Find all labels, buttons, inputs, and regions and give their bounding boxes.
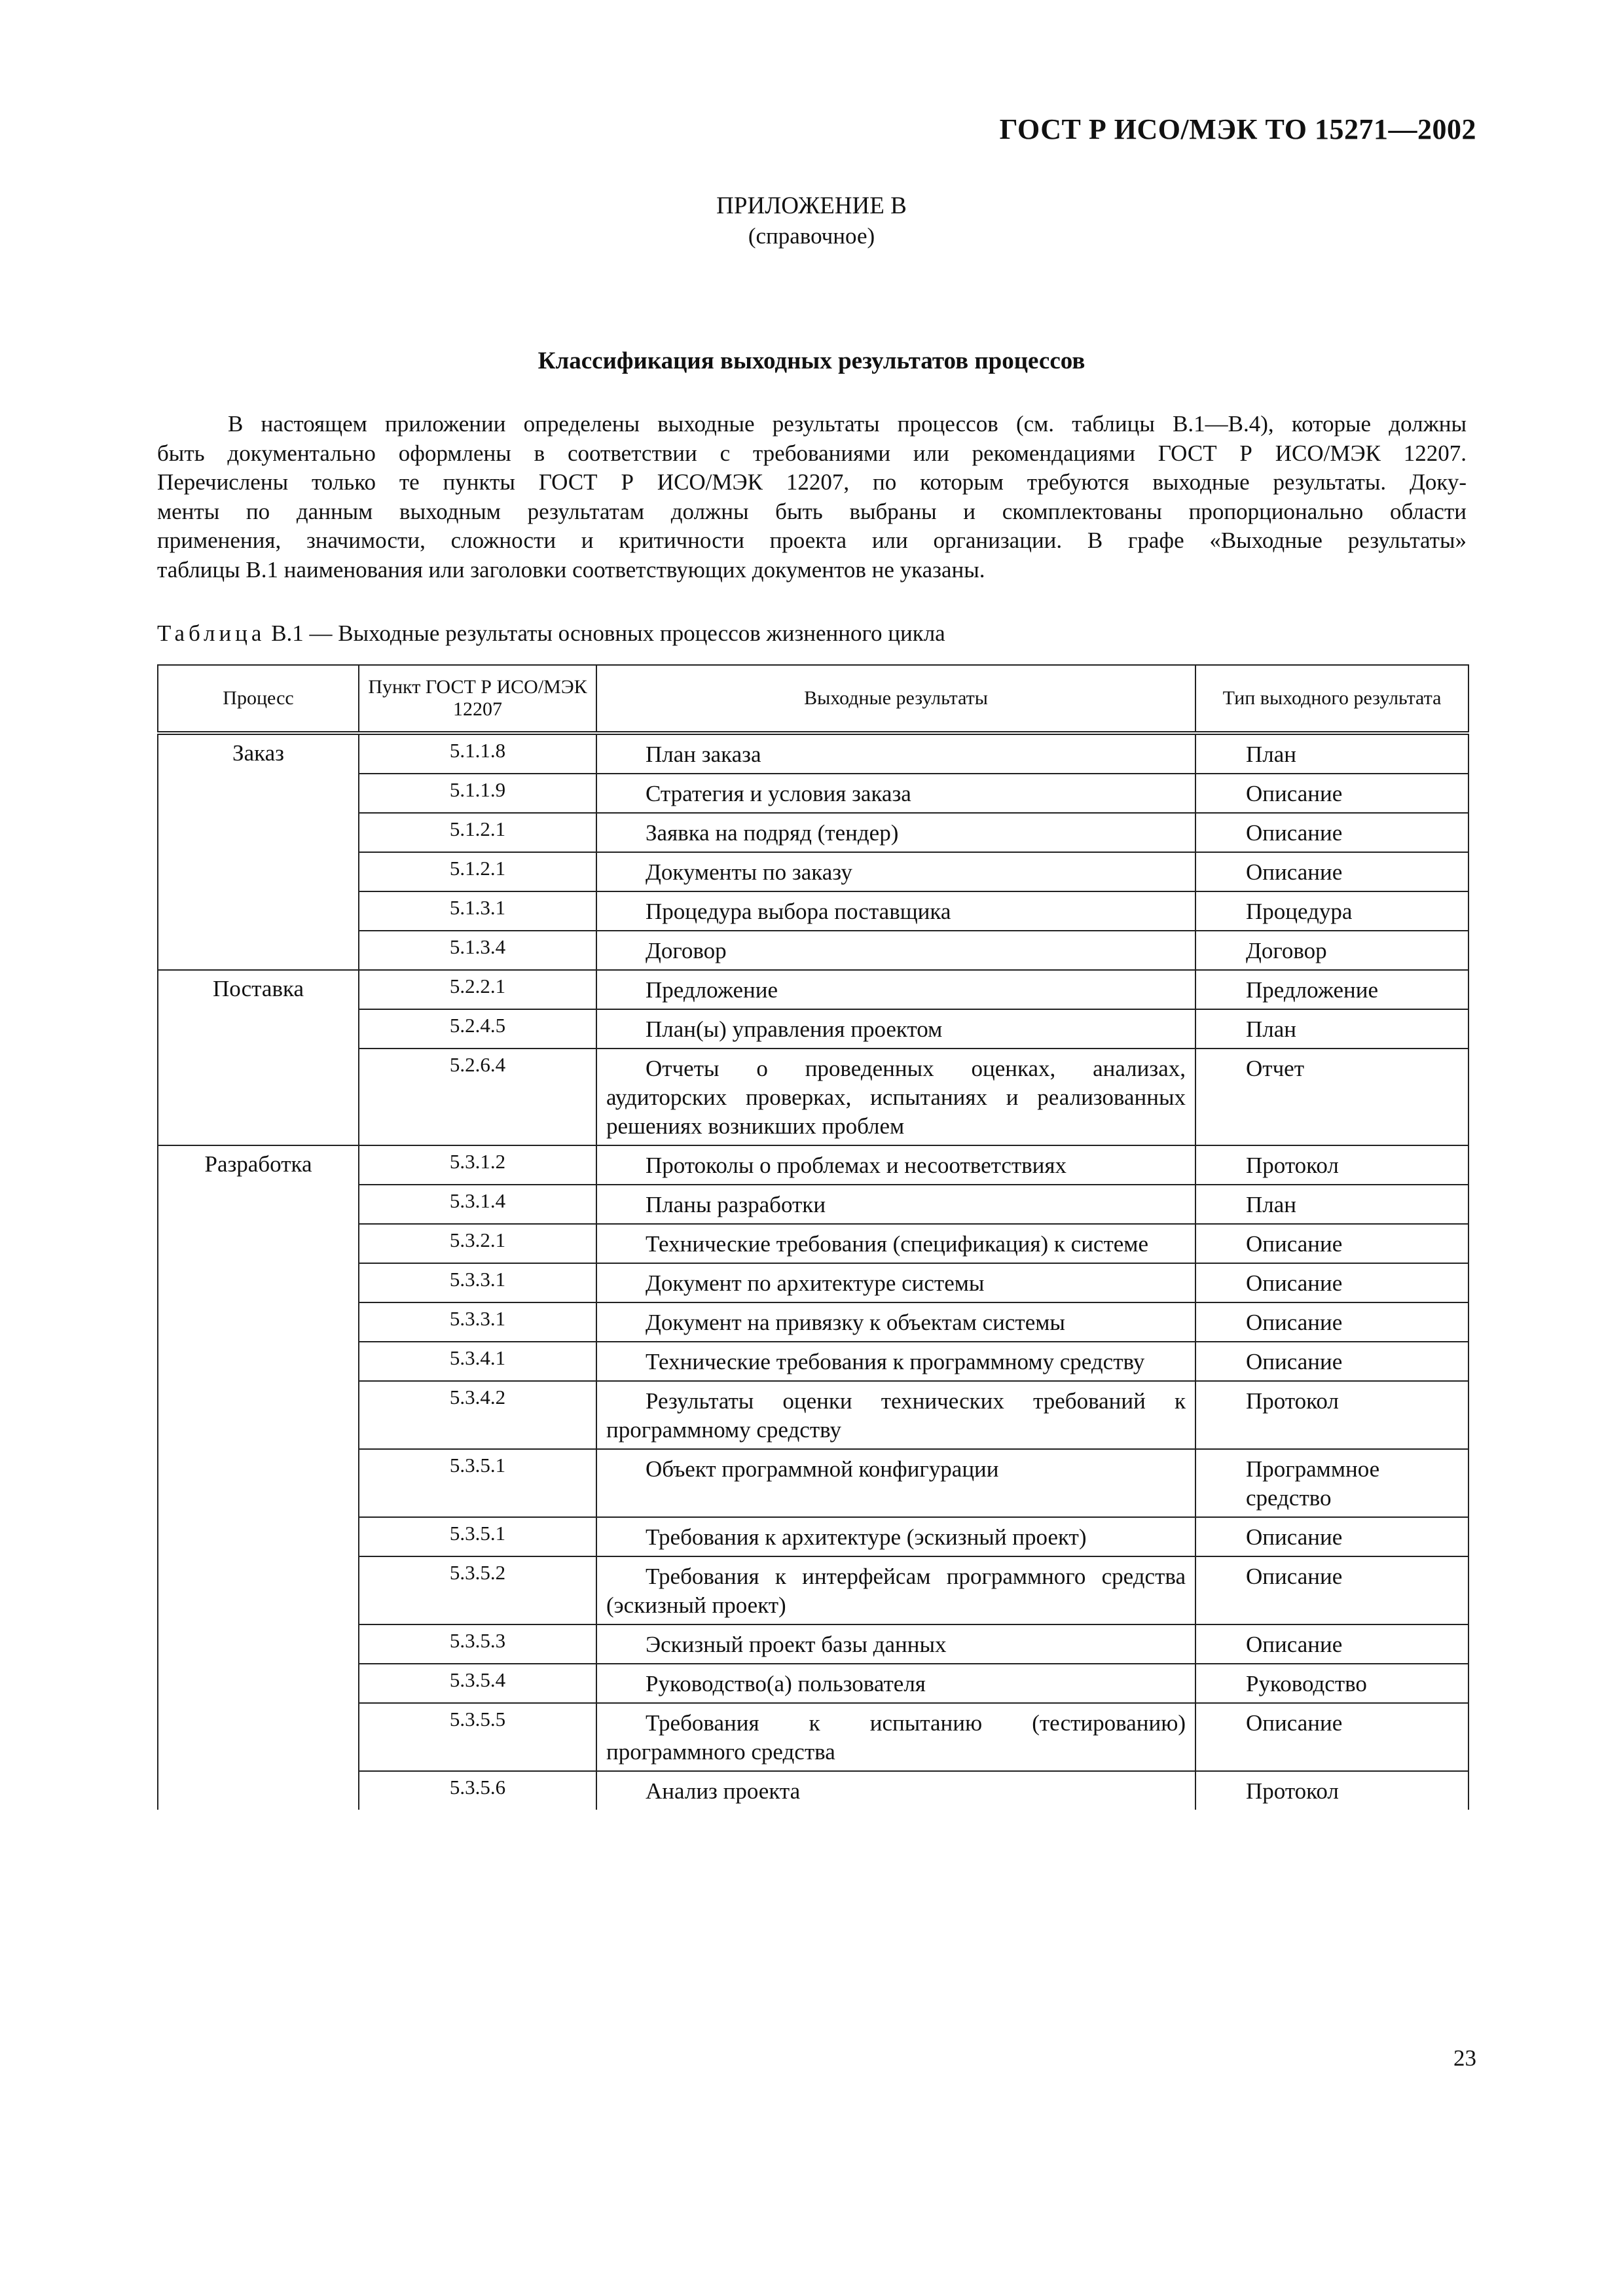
table-row xyxy=(158,1009,1468,1049)
cell-output-type: Руководство xyxy=(1195,1664,1468,1703)
cell-process xyxy=(158,1009,359,1049)
cell-clause: 5.2.4.5 xyxy=(359,1009,596,1049)
table-row xyxy=(158,1624,1468,1664)
cell-process xyxy=(158,774,359,813)
intro-line: таблицы В.1 наименования или заголовки соответствующих документов не указаны. xyxy=(157,556,985,583)
cell-clause: 5.1.3.1 xyxy=(359,891,596,931)
table-row xyxy=(158,1449,1468,1517)
cell-process xyxy=(158,1381,359,1449)
cell-clause: 5.3.5.1 xyxy=(359,1517,596,1556)
table-row xyxy=(158,1145,1468,1185)
output-text: Технические требования к программному средству xyxy=(646,1349,1145,1374)
cell-output-type: Описание xyxy=(1195,1302,1468,1342)
output-text: Договор xyxy=(646,938,727,963)
cell-process xyxy=(158,1664,359,1703)
intro-line: быть документально оформлены в соответствии с требованиями или рекомендациями ГОСТ Р ИСО/МЭК 12207. xyxy=(157,440,1467,466)
intro-paragraph xyxy=(157,410,1467,584)
cell-clause: 5.2.2.1 xyxy=(359,970,596,1009)
table-header-row xyxy=(158,665,1468,733)
cell-output xyxy=(596,1009,1195,1049)
cell-output xyxy=(596,1517,1195,1556)
page-number: 23 xyxy=(1453,2045,1476,2071)
table-row xyxy=(158,1771,1468,1810)
cell-process xyxy=(158,1449,359,1517)
cell-output-type: Описание xyxy=(1195,1224,1468,1263)
cell-output xyxy=(596,1449,1195,1517)
output-text: Требования к архитектуре (эскизный проект) xyxy=(646,1524,1087,1550)
table-row xyxy=(158,931,1468,970)
cell-clause: 5.3.5.4 xyxy=(359,1664,596,1703)
cell-process xyxy=(158,1302,359,1342)
outputs-table xyxy=(157,664,1469,1810)
cell-process xyxy=(158,813,359,852)
cell-process xyxy=(158,1624,359,1664)
output-text: Эскизный проект базы данных xyxy=(646,1632,947,1657)
output-text: Результаты оценки технических требований к программному средству xyxy=(606,1388,1186,1443)
cell-output-type: Программное средство xyxy=(1195,1449,1468,1517)
cell-process xyxy=(158,1703,359,1771)
output-text: План заказа xyxy=(646,742,761,767)
cell-output xyxy=(596,970,1195,1009)
output-text: Заявка на подряд (тендер) xyxy=(646,820,899,846)
output-text: Требования к испытанию (тестированию) программного средства xyxy=(606,1710,1186,1765)
cell-clause: 5.1.1.9 xyxy=(359,774,596,813)
table-row xyxy=(158,733,1468,774)
table-row xyxy=(158,891,1468,931)
cell-clause: 5.1.3.4 xyxy=(359,931,596,970)
table-row xyxy=(158,774,1468,813)
header-clause: Пункт ГОСТ Р ИСО/МЭК 12207 xyxy=(359,665,596,733)
table-row xyxy=(158,1517,1468,1556)
section-title: Классификация выходных результатов процессов xyxy=(538,348,1085,374)
cell-process xyxy=(158,1342,359,1381)
table-row xyxy=(158,1703,1468,1771)
cell-output-type: Описание xyxy=(1195,1342,1468,1381)
intro-line: менты по данным выходным результатам должны быть выбраны и скомплектованы пропорционально области xyxy=(157,498,1467,524)
table-row xyxy=(158,1049,1468,1145)
cell-process xyxy=(158,1185,359,1224)
table-row xyxy=(158,1224,1468,1263)
cell-output-type: Договор xyxy=(1195,931,1468,970)
output-text: Процедура выбора поставщика xyxy=(646,899,951,924)
table-row xyxy=(158,1556,1468,1624)
cell-clause: 5.3.5.2 xyxy=(359,1556,596,1624)
table-body xyxy=(158,733,1468,1810)
output-text: Предложение xyxy=(646,977,778,1003)
output-text: Объект программной конфигурации xyxy=(646,1456,999,1482)
output-text: Протоколы о проблемах и несоответствиях xyxy=(646,1153,1067,1178)
cell-output-type: Описание xyxy=(1195,1263,1468,1302)
cell-output xyxy=(596,1302,1195,1342)
cell-output-type: Процедура xyxy=(1195,891,1468,931)
cell-output-type: Протокол xyxy=(1195,1771,1468,1810)
cell-output xyxy=(596,813,1195,852)
cell-output-type: План xyxy=(1195,1009,1468,1049)
cell-clause: 5.3.5.5 xyxy=(359,1703,596,1771)
header-output-type: Тип выходного результата xyxy=(1195,665,1468,733)
output-text: Технические требования (спецификация) к системе xyxy=(646,1231,1148,1257)
output-text: Руководство(а) пользователя xyxy=(646,1671,926,1696)
intro-line: Перечислены только те пункты ГОСТ Р ИСО/МЭК 12207, по которым требуются выходные результаты. Доку- xyxy=(157,469,1467,495)
cell-process xyxy=(158,1517,359,1556)
table-row xyxy=(158,1342,1468,1381)
cell-output xyxy=(596,1703,1195,1771)
cell-clause: 5.3.1.2 xyxy=(359,1145,596,1185)
intro-line: В настоящем приложении определены выходные результаты процессов (см. таблицы В.1—В.4), которые должны xyxy=(228,411,1467,437)
cell-clause: 5.3.4.1 xyxy=(359,1342,596,1381)
cell-output xyxy=(596,1185,1195,1224)
cell-output-type: Описание xyxy=(1195,1624,1468,1664)
output-text: Планы разработки xyxy=(646,1192,826,1217)
cell-process xyxy=(158,852,359,891)
cell-clause: 5.3.2.1 xyxy=(359,1224,596,1263)
header-outputs: Выходные результаты xyxy=(596,665,1195,733)
appendix-type: (справочное) xyxy=(748,223,875,249)
table-caption xyxy=(157,620,945,647)
standard-designation: ГОСТ Р ИСО/МЭК ТО 15271—2002 xyxy=(999,113,1476,145)
table-row xyxy=(158,1381,1468,1449)
intro-line: применения, значимости, сложности и критичности проекта или организации. В графе «Выходные результаты» xyxy=(157,528,1467,553)
cell-output xyxy=(596,1263,1195,1302)
cell-process xyxy=(158,1556,359,1624)
cell-output xyxy=(596,1145,1195,1185)
cell-output xyxy=(596,1381,1195,1449)
table-row xyxy=(158,970,1468,1009)
cell-output-type: Предложение xyxy=(1195,970,1468,1009)
cell-output-type: Описание xyxy=(1195,1517,1468,1556)
output-text: План(ы) управления проектом xyxy=(646,1016,943,1042)
cell-output xyxy=(596,891,1195,931)
cell-clause: 5.1.2.1 xyxy=(359,852,596,891)
cell-process xyxy=(158,931,359,970)
output-text: Документ по архитектуре системы xyxy=(646,1270,985,1296)
table-row xyxy=(158,852,1468,891)
cell-clause: 5.2.6.4 xyxy=(359,1049,596,1145)
table-row xyxy=(158,1664,1468,1703)
cell-process xyxy=(158,1049,359,1145)
cell-process: Поставка xyxy=(158,970,359,1009)
cell-process: Разработка xyxy=(158,1145,359,1185)
cell-process: Заказ xyxy=(158,733,359,774)
cell-output xyxy=(596,1049,1195,1145)
cell-clause: 5.3.1.4 xyxy=(359,1185,596,1224)
cell-process xyxy=(158,1771,359,1810)
cell-output xyxy=(596,1342,1195,1381)
output-text: Отчеты о проведенных оценках, анализах, аудиторских проверках, испытаниях и реализованных решениях возникших проблем xyxy=(606,1056,1186,1139)
table-row xyxy=(158,1263,1468,1302)
cell-clause: 5.3.3.1 xyxy=(359,1263,596,1302)
output-text: Документ на привязку к объектам системы xyxy=(646,1310,1065,1335)
cell-process xyxy=(158,1263,359,1302)
cell-output xyxy=(596,1771,1195,1810)
cell-output-type: Описание xyxy=(1195,852,1468,891)
cell-clause: 5.3.5.6 xyxy=(359,1771,596,1810)
cell-process xyxy=(158,891,359,931)
cell-output xyxy=(596,1556,1195,1624)
cell-output-type: Протокол xyxy=(1195,1381,1468,1449)
output-text: Анализ проекта xyxy=(646,1778,801,1804)
table-row xyxy=(158,1185,1468,1224)
cell-output xyxy=(596,1664,1195,1703)
cell-clause: 5.3.5.3 xyxy=(359,1624,596,1664)
cell-process xyxy=(158,1224,359,1263)
cell-output-type: Отчет xyxy=(1195,1049,1468,1145)
output-text: Документы по заказу xyxy=(646,859,852,885)
cell-output-type: Описание xyxy=(1195,774,1468,813)
cell-output xyxy=(596,1624,1195,1664)
cell-output xyxy=(596,774,1195,813)
outputs-table-wrapper xyxy=(157,664,1468,1810)
output-text: Требования к интерфейсам программного средства (эскизный проект) xyxy=(606,1564,1186,1618)
cell-clause: 5.1.2.1 xyxy=(359,813,596,852)
cell-output-type: Описание xyxy=(1195,1556,1468,1624)
output-text: Стратегия и условия заказа xyxy=(646,781,911,806)
table-caption-text: В.1 — Выходные результаты основных процессов жизненного цикла xyxy=(265,620,945,646)
table-caption-label: Таблица xyxy=(157,620,266,646)
cell-output xyxy=(596,852,1195,891)
appendix-heading xyxy=(0,191,1623,251)
cell-output-type: Описание xyxy=(1195,1703,1468,1771)
cell-output xyxy=(596,733,1195,774)
cell-output xyxy=(596,1224,1195,1263)
cell-clause: 5.3.3.1 xyxy=(359,1302,596,1342)
table-row xyxy=(158,1302,1468,1342)
cell-output-type: Протокол xyxy=(1195,1145,1468,1185)
cell-clause: 5.3.5.1 xyxy=(359,1449,596,1517)
cell-output-type: Описание xyxy=(1195,813,1468,852)
cell-clause: 5.1.1.8 xyxy=(359,733,596,774)
header-process: Процесс xyxy=(158,665,359,733)
cell-clause: 5.3.4.2 xyxy=(359,1381,596,1449)
cell-output-type: План xyxy=(1195,733,1468,774)
table-row xyxy=(158,813,1468,852)
appendix-title: ПРИЛОЖЕНИЕ В xyxy=(716,192,907,219)
cell-output xyxy=(596,931,1195,970)
cell-output-type: План xyxy=(1195,1185,1468,1224)
